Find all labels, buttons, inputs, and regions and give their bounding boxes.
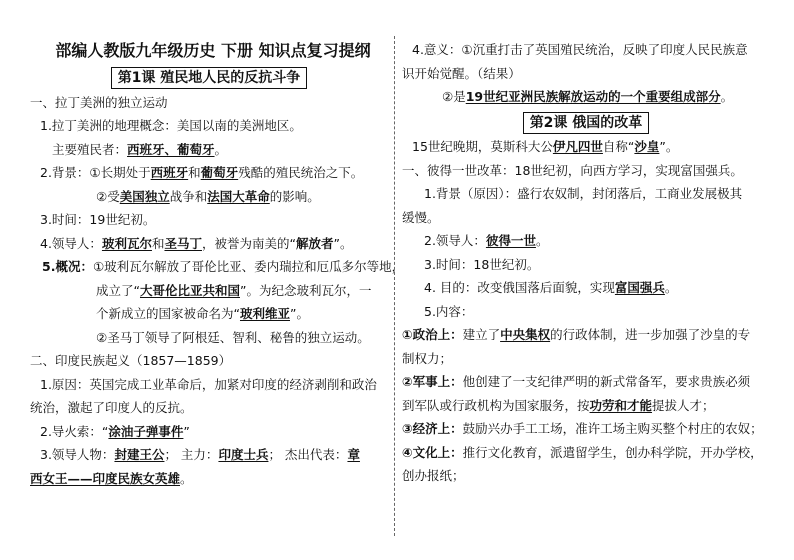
item-overview-4: ②圣马丁领导了阿根廷、智利、秘鲁的独立运动。 <box>96 329 370 345</box>
item-cause: 1.原因：英国完成工业革命后，加紧对印度的经济剥削和政治 <box>40 376 377 392</box>
item-r-goal: 4. 目的：改变俄国落后面貌，实现富国强兵。 <box>424 280 678 295</box>
item-r-background: 1.背景（原因）：盛行农奴制，封闭落后，工商业发展极其 <box>424 186 743 201</box>
section-1-heading: 一、拉丁美洲的独立运动 <box>30 94 168 110</box>
right-column <box>402 38 770 488</box>
column-divider <box>394 36 395 536</box>
item-r-background-2: 缓慢。 <box>402 209 440 225</box>
left-column <box>30 38 405 490</box>
item-leadership: 3.领导人物：封建王公； 主力：印度士兵； 杰出代表：章 <box>40 447 360 462</box>
section-2-heading: 二、印度民族起义（1857—1859） <box>30 353 232 368</box>
item-background: 2.背景：①长期处于西班牙和葡萄牙残酷的殖民统治之下。 <box>40 165 364 180</box>
section-peter-heading: 一、彼得一世改革：18世纪初，向西方学习，实现富国强兵。 <box>402 162 743 178</box>
item-overview-2: 成立了“大哥伦比亚共和国”。为纪念玻利瓦尔，一 <box>96 282 372 298</box>
item-r-time: 3.时间：18世纪初。 <box>424 256 540 272</box>
item-leaders: 4.领导人：玻利瓦尔和圣马丁，被誉为南美的“解放者”。 <box>40 235 353 251</box>
lesson-2-heading-box <box>402 111 770 135</box>
item-time: 3.时间：19世纪初。 <box>40 212 156 227</box>
document-title: 部编人教版九年级历史 下册 知识点复习提纲 <box>55 41 371 60</box>
item-overview: 5.概况：①玻利瓦尔解放了哥伦比亚、委内瑞拉和厄瓜多尔等地， <box>42 259 405 274</box>
item-intro: 15世纪晚期，莫斯科大公伊凡四世自称“沙皇”。 <box>412 139 679 154</box>
item-r-content: 5.内容： <box>424 303 474 319</box>
item-r-culture-2: 创办报纸； <box>402 468 465 483</box>
item-r-politics: ①政治上：建立了中央集权的行政体制，进一步加强了沙皇的专 <box>402 327 751 342</box>
item-background-2: ②受美国独立战争和法国大革命的影响。 <box>96 188 320 204</box>
item-significance: 4.意义：①沉重打击了英国殖民统治，反映了印度人民民族意 <box>412 42 748 57</box>
item-geography: 1.拉丁美洲的地理概念：美国以南的美洲地区。 <box>40 118 302 133</box>
item-trigger: 2.导火索：“涂油子弹事件” <box>40 423 190 439</box>
item-cause-2: 统治，激起了印度人的反抗。 <box>30 400 193 415</box>
item-leadership-2: 西女王——印度民族女英雄。 <box>30 470 193 486</box>
item-r-economy: ③经济上：鼓励兴办手工工场，准许工场主购买整个村庄的农奴； <box>402 421 763 436</box>
item-r-politics-2: 制权力； <box>402 350 453 366</box>
lesson-1-heading: 第1课 殖民地人民的反抗斗争 <box>111 67 308 89</box>
item-r-military-2: 到军队或行政机构为国家服务，按功劳和才能提拔人才； <box>402 397 715 413</box>
lesson-2-heading: 第2课 俄国的改革 <box>523 112 650 134</box>
colonists-underlined: 西班牙、葡萄牙 <box>127 141 215 157</box>
lesson-1-heading-box <box>30 66 388 90</box>
item-r-military: ②军事上：他创建了一支纪律严明的新式常备军，要求贵族必须 <box>402 374 751 389</box>
item-colonists: 主要殖民者：西班牙、葡萄牙。 <box>52 141 228 157</box>
item-significance-2: 识开始觉醒。（结果） <box>402 65 521 81</box>
item-significance-3: ②是19世纪亚洲民族解放运动的一个重要组成部分。 <box>442 89 734 104</box>
item-r-leader: 2.领导人：彼得一世。 <box>424 233 549 248</box>
item-r-culture: ④文化上：推行文化教育，派遣留学生，创办科学院，开办学校， <box>402 444 763 460</box>
item-overview-3: 个新成立的国家被命名为“玻利维亚”。 <box>96 306 309 321</box>
